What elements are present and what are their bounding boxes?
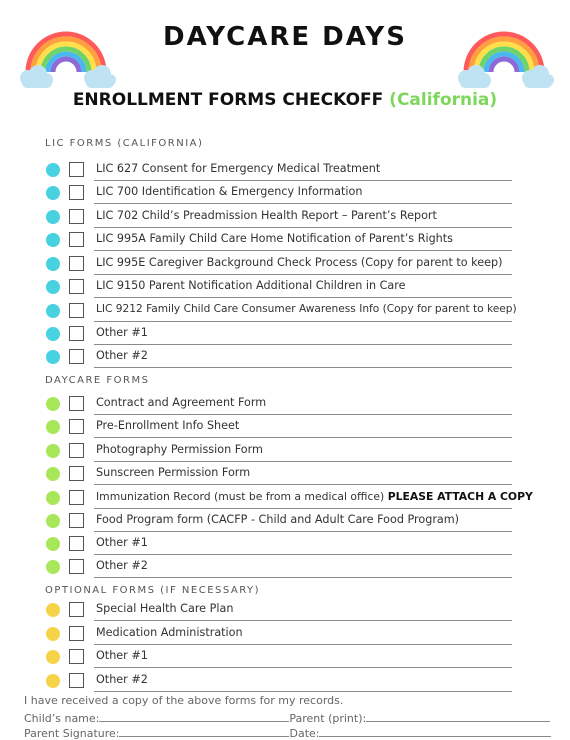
item-label: LIC 700 Identification & Emergency Information: [96, 185, 363, 198]
checkbox[interactable]: [69, 559, 84, 574]
checkbox[interactable]: [69, 209, 84, 224]
item-label: LIC 995A Family Child Care Home Notification of Parent’s Rights: [96, 232, 453, 245]
subtitle-main: ENROLLMENT FORMS CHECKOFF: [72, 90, 390, 110]
bullet-dot: [46, 397, 60, 411]
subtitle-state: (California): [389, 90, 498, 110]
checkbox[interactable]: [69, 536, 84, 551]
parent-signature-label: Parent Signature:: [24, 727, 120, 740]
checklist-item[interactable]: [46, 463, 512, 483]
bullet-dot: [46, 233, 60, 247]
underline: [94, 484, 512, 485]
checkbox[interactable]: [69, 232, 84, 247]
bullet-dot: [46, 186, 60, 200]
checkbox[interactable]: [69, 649, 84, 664]
bullet-dot: [46, 560, 60, 574]
checkbox[interactable]: [69, 303, 84, 318]
checkbox[interactable]: [69, 626, 84, 641]
underline: [94, 554, 512, 555]
item-label: Contract and Agreement Form: [96, 396, 267, 409]
checklist-item[interactable]: [46, 646, 512, 666]
checklist-item[interactable]: [46, 510, 512, 530]
item-label: [96, 490, 533, 503]
item-label: Pre-Enrollment Info Sheet: [96, 419, 240, 432]
checklist-item[interactable]: [46, 300, 517, 320]
section-heading-daycare: DAYCARE FORMS: [45, 375, 150, 386]
item-label: LIC 627 Consent for Emergency Medical Treatment: [96, 162, 381, 175]
underline: [94, 203, 512, 204]
bullet-dot: [46, 603, 60, 617]
bullet-dot: [46, 491, 60, 505]
underline: [94, 414, 512, 415]
checkbox[interactable]: [69, 513, 84, 528]
underline: [94, 180, 512, 181]
bullet-dot: [46, 467, 60, 481]
section-heading-lic: LIC FORMS (CALIFORNIA): [45, 138, 204, 149]
section-heading-optional: OPTIONAL FORMS (IF NECESSARY): [45, 585, 261, 596]
checkbox[interactable]: [69, 279, 84, 294]
underline: [94, 250, 512, 251]
parent-signature-field[interactable]: [119, 725, 289, 737]
checklist-item[interactable]: [46, 346, 512, 366]
bullet-dot: [46, 514, 60, 528]
page-subtitle: [0, 90, 570, 110]
item-label: Other #2: [96, 349, 148, 362]
checklist-item[interactable]: [46, 670, 512, 690]
item-label: Special Health Care Plan: [96, 602, 234, 615]
checklist-item[interactable]: [46, 393, 512, 413]
item-label: Other #1: [96, 536, 148, 549]
underline: [94, 437, 512, 438]
checkbox[interactable]: [69, 602, 84, 617]
item-label: Food Program form (CACFP - Child and Adult Care Food Program): [96, 513, 460, 526]
item-text: Immunization Record (must be from a medical office): [96, 490, 388, 503]
checklist-item[interactable]: [46, 276, 512, 296]
checkbox[interactable]: [69, 185, 84, 200]
bullet-dot: [46, 627, 60, 641]
bullet-dot: [46, 674, 60, 688]
bullet-dot: [46, 537, 60, 551]
item-label: Other #2: [96, 673, 148, 686]
item-label: LIC 702 Child’s Preadmission Health Report – Parent’s Report: [96, 209, 437, 222]
underline: [94, 667, 512, 668]
underline: [94, 297, 512, 298]
checkbox[interactable]: [69, 349, 84, 364]
checklist-item[interactable]: [46, 599, 512, 619]
bullet-dot: [46, 257, 60, 271]
bullet-dot: [46, 280, 60, 294]
checklist-item[interactable]: [46, 556, 512, 576]
underline: [94, 274, 512, 275]
item-label: LIC 9150 Parent Notification Additional Children in Care: [96, 279, 406, 292]
underline: [94, 508, 512, 509]
item-label: Sunscreen Permission Form: [96, 466, 251, 479]
child-name-field[interactable]: [99, 710, 289, 722]
date-label: Date:: [289, 727, 320, 740]
underline: [94, 620, 512, 621]
child-parent-line: [24, 710, 550, 725]
bullet-dot: [46, 350, 60, 364]
checklist-item[interactable]: [46, 440, 512, 460]
checkbox[interactable]: [69, 673, 84, 688]
checkbox[interactable]: [69, 256, 84, 271]
checklist-item[interactable]: [46, 623, 512, 643]
attach-note: PLEASE ATTACH A COPY: [387, 490, 533, 503]
bullet-dot: [46, 650, 60, 664]
checklist-item[interactable]: [46, 323, 512, 343]
underline: [94, 367, 512, 368]
checklist-item[interactable]: [46, 159, 512, 179]
checklist-item[interactable]: [46, 253, 512, 273]
underline: [94, 461, 512, 462]
parent-print-field[interactable]: [366, 710, 550, 722]
checklist-item[interactable]: [46, 182, 512, 202]
checkbox[interactable]: [69, 419, 84, 434]
parent-print-label: Parent (print):: [289, 712, 367, 725]
item-label: Other #2: [96, 559, 148, 572]
bullet-dot: [46, 327, 60, 341]
checkbox[interactable]: [69, 490, 84, 505]
checklist-item[interactable]: [46, 229, 512, 249]
checkbox[interactable]: [69, 162, 84, 177]
checklist-item[interactable]: [46, 487, 533, 507]
underline: [94, 531, 512, 532]
checkbox[interactable]: [69, 466, 84, 481]
child-name-label: Child’s name:: [24, 712, 100, 725]
checkbox[interactable]: [69, 443, 84, 458]
underline: [94, 344, 512, 345]
bullet-dot: [46, 163, 60, 177]
underline: [94, 691, 512, 692]
receipt-statement: I have received a copy of the above forms for my records.: [24, 694, 344, 707]
checklist-item[interactable]: [46, 206, 512, 226]
item-label: Photography Permission Form: [96, 443, 263, 456]
checklist-item[interactable]: [46, 533, 512, 553]
underline: [94, 227, 512, 228]
item-label: LIC 995E Caregiver Background Check Process (Copy for parent to keep): [96, 256, 503, 269]
bullet-dot: [46, 420, 60, 434]
checkbox[interactable]: [69, 326, 84, 341]
bullet-dot: [46, 444, 60, 458]
item-label: Other #1: [96, 326, 148, 339]
underline: [94, 321, 512, 322]
bullet-dot: [46, 304, 60, 318]
item-label: LIC 9212 Family Child Care Consumer Awareness Info (Copy for parent to keep): [96, 303, 517, 315]
underline: [94, 577, 512, 578]
item-label: Other #1: [96, 649, 148, 662]
bullet-dot: [46, 210, 60, 224]
page-title: DAYCARE DAYS: [163, 22, 407, 52]
checkbox[interactable]: [69, 396, 84, 411]
item-label: Medication Administration: [96, 626, 243, 639]
checklist-item[interactable]: [46, 416, 512, 436]
date-field[interactable]: [319, 725, 551, 737]
underline: [94, 644, 512, 645]
